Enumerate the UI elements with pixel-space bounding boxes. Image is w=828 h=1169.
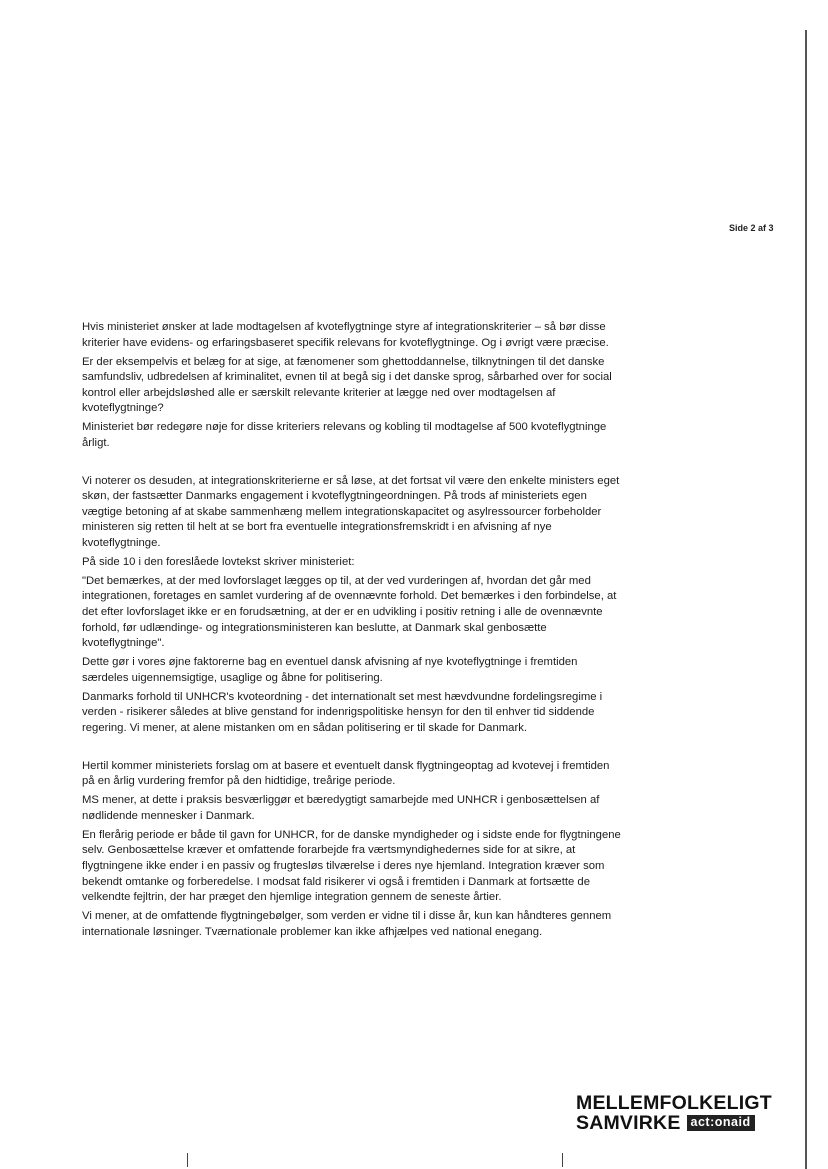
- page-edge-line: [805, 30, 807, 1169]
- paragraph: Vi noterer os desuden, at integrationskriterierne er så løse, at det fortsat vil være den enkelte ministers eget skøn, der fastsætter Danmarks engagement i kvoteflygtningeordningen. På trods af ministeriets egen vægtige betoning af at skabe sammenhæng mellem integrationskapacitet og asylressourcer forbeholder ministeren sig retten til helt at se bort fra eventuelle integrationsfremskridt i en afvisning af nye kvoteflygtninge.: [82, 474, 620, 549]
- paragraph: På side 10 i den foreslåede lovtekst skriver ministeriet:: [82, 555, 355, 568]
- quoted-paragraph: "Det bemærkes, at der med lovforslaget lægges op til, at der ved vurderingen af, hvordan det går med integrationen, foretages en samlet vurdering af de ovennævnte forhold. Det bemærkes i den forbindelse, at det efter lovforslaget ikke er en forudsætning, at der er en udvikling i positiv retning i alle de ovennævnte forhold, før udlændinge- og integrationsministeren kan beslutte, at Danmark skal genbosætte kvoteflygtninge".: [82, 574, 617, 650]
- paragraph: Vi mener, at de omfattende flygtningebølger, som verden er vidne til i disse år, kun kan håndteres gennem internationale løsninger. Tværnationale problemer kan ikke afhjælpes ved national enegang.: [82, 910, 612, 938]
- paragraph: Hertil kommer ministeriets forslag om at basere et eventuelt dansk flygtningeoptag ad kvotevej i fremtiden på en årlig vurdering fremfor på den hidtidige, treårige periode.: [82, 759, 610, 788]
- paragraph: Hvis ministeriet ønsker at lade modtagelsen af kvoteflygtninge styre af integrationskriterier – så bør disse kriterier have evidens- og erfaringsbaseret specifik relevans for kvoteflygtninge. Og i øvrigt være præcise.: [82, 321, 609, 349]
- paragraph: Ministeriet bør redegøre nøje for disse kriteriers relevans og kobling til modtagelse af 500 kvoteflygtninge årligt.: [82, 421, 607, 449]
- actionaid-badge: act:onaid: [687, 1115, 755, 1131]
- paragraph: Er der eksempelvis et belæg for at sige, at fænomener som ghettoddannelse, tilknytningen til det danske samfundsliv, udbredelsen af kriminalitet, evnen til at begå sig i det danske sprog, sårbarhed over for social kontrol eller arbejdsløshed alle er særskilt relevante kriterier at lægge ned over modtagelsen af kvoteflygtninge?: [82, 355, 612, 415]
- paragraph: Dette gør i vores øjne faktorerne bag en eventuel dansk afvisning af nye kvoteflygtninge i fremtiden særdeles uigennemsigtige, usaglige og åbne for politisering.: [82, 656, 578, 684]
- letter-body: [82, 320, 622, 944]
- organization-logo: [576, 1093, 781, 1133]
- logo-line-1: MELLEMFOLKELIGT: [576, 1092, 772, 1114]
- fold-mark: [187, 1153, 188, 1167]
- paragraph: MS mener, at dette i praksis besværliggør et bæredygtigt samarbejde med UNHCR i genbosættelsen af nødlidende mennesker i Danmark.: [82, 794, 600, 822]
- paragraph: Danmarks forhold til UNHCR's kvoteordning - det internationalt set mest hævdvundne fordelingsregime i verden - risikerer således at blive genstand for indenrigspolitiske hensyn for den til enhver tid siddende regering. Vi mener, at alene mistanken om en sådan politisering er til skade for Danmark.: [82, 690, 603, 734]
- logo-word-samvirke: SAMVIRKE: [576, 1112, 681, 1134]
- page-number: Side 2 af 3: [729, 223, 774, 233]
- logo-line-2: [576, 1113, 781, 1133]
- paragraph: En flerårig periode er både til gavn for UNHCR, for de danske myndigheder og i sidste ende for flygtningene selv. Genbosættelse kræver et omfattende forarbejde fra værtsmyndighedernes side for at sikre, at flygtningene ikke ender i en passiv og frugtesløs tilværelse i deres nye hjemland. Integration kræver som bekendt omtanke og forberedelse. I modsat fald risikerer vi også i fremtiden i Danmark at fortsætte de velkendte fejltrin, der har præget den hjemlige integration gennem de seneste årtier.: [82, 828, 621, 904]
- fold-mark: [562, 1153, 563, 1167]
